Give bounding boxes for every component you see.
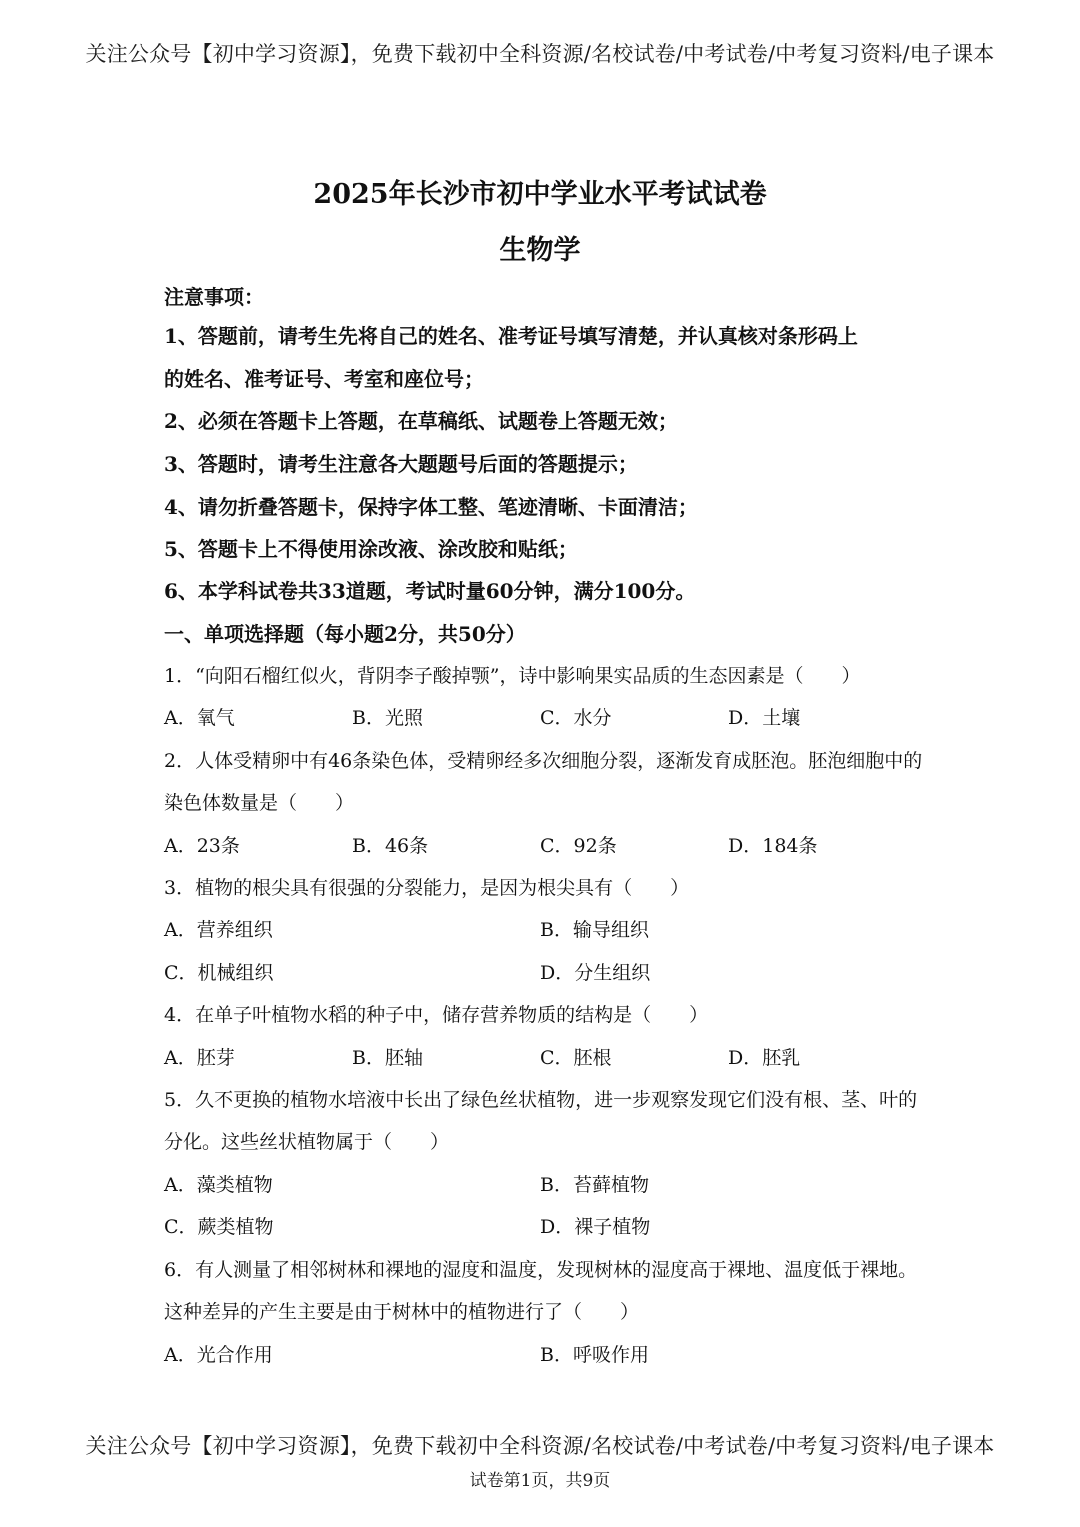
notice-item: 的姓名、准考证号、考室和座位号； xyxy=(164,367,484,391)
option-b: B．光照 xyxy=(352,707,423,729)
notice-item: 1、答题前，请考生先将自己的姓名、准考证号填写清楚，并认真核对条形码上 xyxy=(164,324,858,348)
option-d: D．裸子植物 xyxy=(540,1216,651,1238)
option-a: A．营养组织 xyxy=(164,919,273,941)
option-b: B．输导组织 xyxy=(540,919,649,941)
option-a: A．23条 xyxy=(164,835,240,857)
notice-item: 4、请勿折叠答题卡，保持字体工整、笔迹清晰、卡面清洁； xyxy=(164,495,698,519)
option-b: B．胚轴 xyxy=(352,1047,423,1069)
option-b: B．苔藓植物 xyxy=(540,1174,649,1196)
option-c: C．机械组织 xyxy=(164,962,274,984)
question-4-stem: 4．在单子叶植物水稻的种子中，储存营养物质的结构是（ ） xyxy=(164,1004,709,1026)
question-2-stem: 2．人体受精卵中有46条染色体，受精卵经多次细胞分裂，逐渐发育成胚泡。胚泡细胞中的 xyxy=(164,750,923,772)
notice-item: 3、答题时，请考生注意各大题题号后面的答题提示； xyxy=(164,452,638,476)
question-6-stem: 6．有人测量了相邻树林和裸地的湿度和温度，发现树林的湿度高于裸地、温度低于裸地。 xyxy=(164,1259,918,1281)
notice-item: 6、本学科试卷共33道题，考试时量60分钟，满分100分。 xyxy=(164,579,696,603)
option-b: B．呼吸作用 xyxy=(540,1344,649,1366)
option-c: C．92条 xyxy=(540,835,617,857)
question-5-stem: 5．久不更换的植物水培液中长出了绿色丝状植物，进一步观察发现它们没有根、茎、叶的 xyxy=(164,1089,918,1111)
page-number: 试卷第1页，共9页 xyxy=(469,1471,611,1491)
option-d: D．分生组织 xyxy=(540,962,651,984)
option-a: A．氧气 xyxy=(164,707,235,729)
question-6-stem-cont: 这种差异的产生主要是由于树林中的植物进行了（ ） xyxy=(164,1301,640,1323)
option-a: A．藻类植物 xyxy=(164,1174,273,1196)
option-a: A．光合作用 xyxy=(164,1344,273,1366)
option-c: C．胚根 xyxy=(540,1047,612,1069)
notice-heading: 注意事项： xyxy=(164,285,264,309)
notice-item: 5、答题卡上不得使用涂改液、涂改胶和贴纸； xyxy=(164,537,578,561)
option-a: A．胚芽 xyxy=(164,1047,235,1069)
notice-item: 2、必须在答题卡上答题，在草稿纸、试题卷上答题无效； xyxy=(164,409,678,433)
question-2-stem-cont: 染色体数量是（ ） xyxy=(164,792,355,814)
exam-title: 2025年长沙市初中学业水平考试试卷 xyxy=(313,179,767,210)
section-heading: 一、单项选择题（每小题2分，共50分） xyxy=(164,622,526,646)
option-d: D．184条 xyxy=(728,835,818,857)
option-d: D．土壤 xyxy=(728,707,801,729)
option-b: B．46条 xyxy=(352,835,429,857)
question-3-stem: 3．植物的根尖具有很强的分裂能力，是因为根尖具有（ ） xyxy=(164,877,690,899)
option-d: D．胚乳 xyxy=(728,1047,801,1069)
subject-title: 生物学 xyxy=(499,235,581,266)
option-c: C．水分 xyxy=(540,707,612,729)
question-5-stem-cont: 分化。这些丝状植物属于（ ） xyxy=(164,1131,450,1153)
option-c: C．蕨类植物 xyxy=(164,1216,274,1238)
promo-banner-top: 关注公众号【初中学习资源】，免费下载初中全科资源/名校试卷/中考试卷/中考复习资料/电子课本 xyxy=(85,42,995,66)
promo-banner-bottom: 关注公众号【初中学习资源】，免费下载初中全科资源/名校试卷/中考试卷/中考复习资料/电子课本 xyxy=(85,1434,995,1458)
question-1-stem: 1．“向阳石榴红似火，背阴李子酸掉颚”，诗中影响果实品质的生态因素是（ ） xyxy=(164,665,861,687)
